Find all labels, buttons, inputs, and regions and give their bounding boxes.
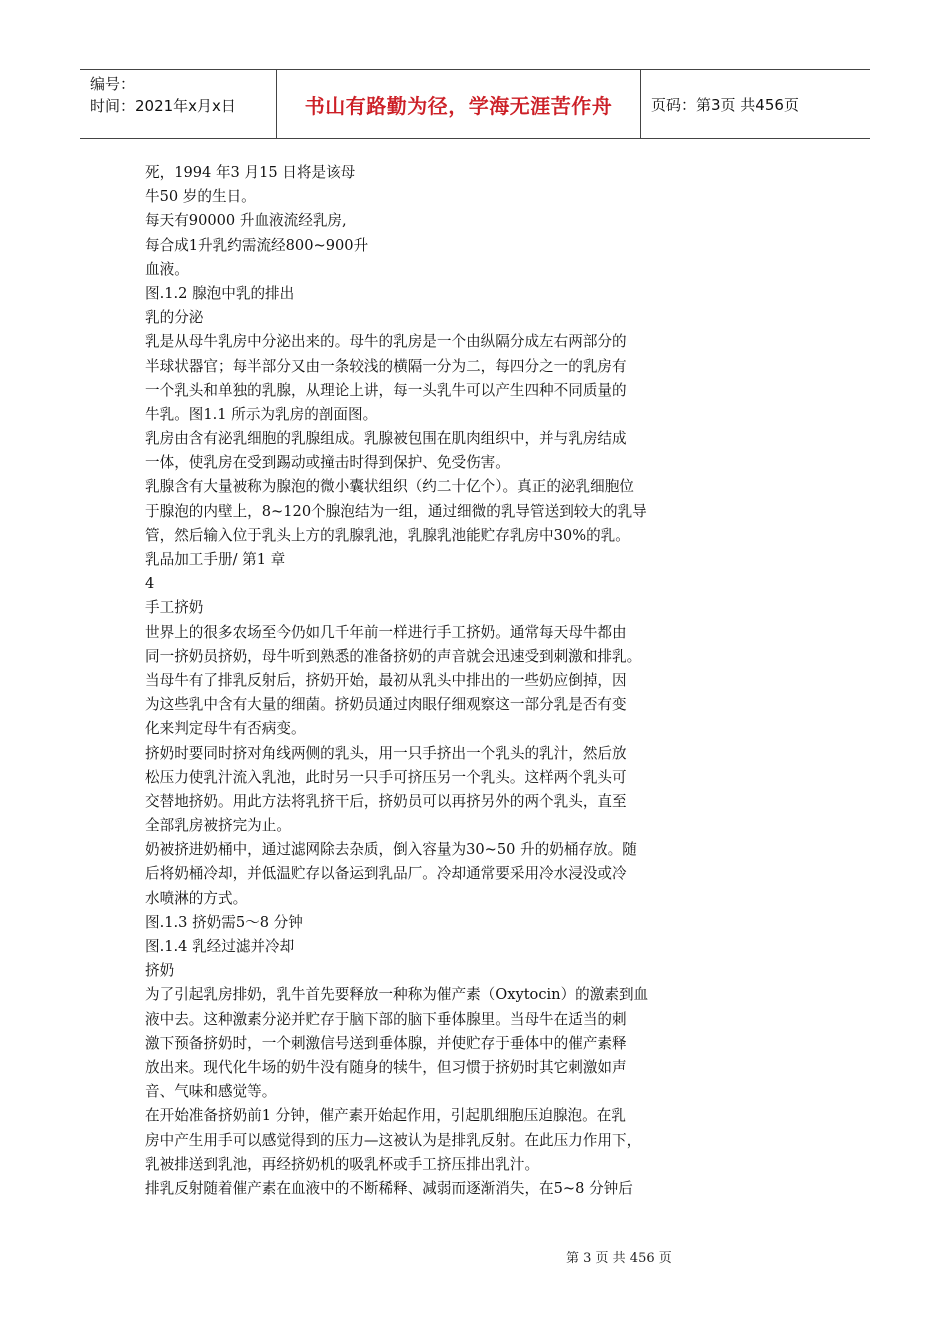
text-line: 乳品加工手册/ 第1 章 — [145, 551, 286, 568]
text-line: 在开始准备挤奶前1 分钟，催产素开始起作用，引起肌细胞压迫腺泡。在乳 — [145, 1107, 626, 1125]
text-line: 图.1.3 挤奶需5～8 分钟 — [145, 913, 303, 931]
text-line: 挤奶时要同时挤对角线两侧的乳头，用一只手挤出一个乳头的乳汁，然后放 — [145, 744, 627, 762]
text-line: 房中产生用手可以感觉得到的压力—这被认为是排乳反射。在此压力作用下， — [145, 1131, 642, 1149]
document-number-label: 编号： — [90, 75, 136, 93]
text-line: 为这些乳中含有大量的细菌。挤奶员通过肉眼仔细观察这一部分乳是否有变 — [145, 696, 627, 714]
text-line: 化来判定母牛有否病变。 — [145, 720, 306, 738]
text-line: 图.1.4 乳经过滤并冷却 — [145, 938, 295, 955]
page-header — [80, 69, 870, 139]
text-line: 世界上的很多农场至今仍如几千年前一样进行手工挤奶。通常每天母牛都由 — [145, 623, 627, 641]
text-line: 挤奶 — [145, 962, 175, 980]
text-line: 乳的分泌 — [145, 309, 204, 327]
text-line: 排乳反射随着催产素在血液中的不断稀释、减弱而逐渐消失，在5~8 分钟后 — [145, 1179, 633, 1197]
text-line: 4 — [145, 575, 155, 593]
text-line: 血液。 — [145, 260, 189, 278]
header-meta-cell — [80, 70, 277, 138]
text-line: 手工挤奶 — [145, 599, 204, 617]
text-line: 乳房由含有泌乳细胞的乳腺组成。乳腺被包围在肌肉组织中，并与乳房结成 — [145, 430, 627, 448]
header-page-cell — [641, 70, 870, 138]
text-line: 每合成1升乳约需流经800~900升 — [145, 236, 369, 254]
text-line: 当母牛有了排乳反射后，挤奶开始，最初从乳头中排出的一些奶应倒掉，因 — [145, 671, 627, 689]
text-line: 松压力使乳汁流入乳池，此时另一只手可挤压另一个乳头。这样两个乳头可 — [145, 768, 627, 786]
header-motto: 书山有路勤为径，学海无涯苦作舟 — [304, 93, 613, 118]
text-line: 每天有90000 升血液流经乳房, — [145, 212, 347, 230]
text-line: 放出来。现代化牛场的奶牛没有随身的犊牛，但习惯于挤奶时其它刺激如声 — [145, 1058, 627, 1076]
text-line: 乳腺含有大量被称为腺泡的微小囊状组织（约二十亿个）。真正的泌乳细胞位 — [145, 478, 634, 496]
text-line: 半球状器官；每半部分又由一条较浅的横隔一分为二，每四分之一的乳房有 — [145, 357, 627, 375]
text-line: 液中去。这种激素分泌并贮存于脑下部的脑下垂体腺里。当母牛在适当的刺 — [145, 1010, 627, 1028]
text-line: 乳被排送到乳池，再经挤奶机的吸乳杯或手工挤压排出乳汁。 — [145, 1155, 540, 1173]
header-page-info: 页码：第3页 共456页 — [651, 95, 799, 114]
document-date: 时间：2021年x月x日 — [90, 97, 236, 115]
text-line: 音、气味和感觉等。 — [145, 1083, 277, 1101]
text-line: 全部乳房被挤完为止。 — [145, 817, 291, 835]
text-line: 为了引起乳房排奶，乳牛首先要释放一种称为催产素（Oxytocin）的激素到血 — [145, 986, 649, 1004]
text-line: 管，然后输入位于乳头上方的乳腺乳池，乳腺乳池能贮存乳房中30%的乳。 — [145, 526, 630, 544]
text-line: 同一挤奶员挤奶，母牛听到熟悉的准备挤奶的声音就会迅速受到刺激和排乳。 — [145, 647, 642, 665]
text-line: 一个乳头和单独的乳腺，从理论上讲，每一头乳牛可以产生四种不同质量的 — [145, 381, 627, 399]
text-line: 交替地挤奶。用此方法将乳挤干后，挤奶员可以再挤另外的两个乳头，直至 — [145, 792, 627, 810]
header-motto-cell — [277, 70, 641, 138]
text-line: 于腺泡的内壁上，8~120个腺泡结为一组，通过细微的乳导管送到较大的乳导 — [145, 502, 647, 520]
document-body — [145, 161, 725, 1201]
text-line: 死，1994 年3 月15 日将是该母 — [145, 164, 356, 181]
text-line: 牛50 岁的生日。 — [145, 188, 256, 206]
text-line: 一体，使乳房在受到踢动或撞击时得到保护、免受伤害。 — [145, 454, 510, 472]
text-line: 乳是从母牛乳房中分泌出来的。母牛的乳房是一个由纵隔分成左右两部分的 — [145, 333, 627, 351]
text-line: 牛乳。图1.1 所示为乳房的剖面图。 — [145, 405, 378, 423]
text-line: 水喷淋的方式。 — [145, 889, 248, 907]
text-line: 激下预备挤奶时，一个刺激信号送到垂体腺，并使贮存于垂体中的催产素释 — [145, 1034, 627, 1052]
page-footer: 第 3 页 共 456 页 — [566, 1251, 672, 1266]
text-line: 奶被挤进奶桶中，通过滤网除去杂质，倒入容量为30~50 升的奶桶存放。随 — [145, 841, 637, 859]
text-line: 图.1.2 腺泡中乳的排出 — [145, 284, 295, 302]
text-line: 后将奶桶冷却，并低温贮存以备运到乳品厂。冷却通常要采用冷水浸没或冷 — [145, 865, 627, 883]
